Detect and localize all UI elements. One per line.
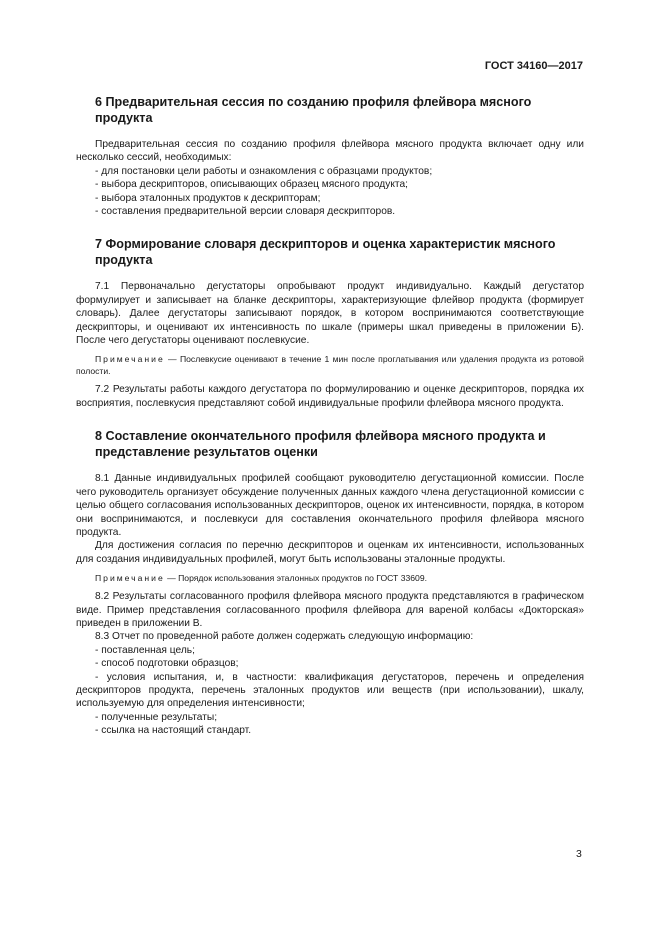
section-6-intro: Предварительная сессия по созданию профиля флейвора мясного продукта включает одну или несколько сессий, необходимых: bbox=[76, 139, 584, 164]
note-7 bbox=[76, 353, 584, 377]
note-label: Примечание bbox=[95, 573, 165, 584]
clause-8-2: 8.2 Результаты согласованного профиля флейвора мясного продукта представляются в графическом виде. Пример представления согласованного профиля флейвора для вареной колбасы «Докторская» приведен в приложении В. bbox=[76, 591, 584, 629]
clause-7-1: 7.1 Первоначально дегустаторы опробывают продукт индивидуально. Каждый дегустатор формулирует и записывает на бланке дескрипторы, характеризующие флейвор продукта (формирует словарь). Далее дегустаторы записывают порядок, в котором воспринимаются соответствующие дескрипторы, и оценивают их интенсивность по шкале (примеры шкал приведены в приложении Б). После чего дегустаторы оценивают послевкусие. bbox=[76, 281, 584, 347]
section-8-title: 8 Составление окончательного профиля флейвора мясного продукта и представление результатов оценки bbox=[95, 429, 546, 460]
note-label: Примечание bbox=[95, 354, 165, 365]
document-body bbox=[76, 94, 584, 738]
clause-8-1-cont: Для достижения согласия по перечню дескрипторов и оценкам их интенсивности, использованных для создания индивидуальных профилей, могут быть использованы эталонные продукты. bbox=[76, 540, 584, 565]
list-item: - составления предварительной версии словаря дескрипторов. bbox=[95, 206, 396, 218]
section-7-title: 7 Формирование словаря дескрипторов и оценка характеристик мясного продукта bbox=[95, 237, 556, 268]
note-text: — Порядок использования эталонных продуктов по ГОСТ 33609. bbox=[164, 573, 427, 584]
note-8 bbox=[76, 572, 584, 584]
list-item: - ссылка на настоящий стандарт. bbox=[95, 725, 252, 737]
list-item: - выбора дескрипторов, описывающих образец мясного продукта; bbox=[95, 179, 408, 191]
list-item: - способ подготовки образцов; bbox=[95, 658, 239, 670]
list-item: - выбора эталонных продуктов к дескрипторам; bbox=[95, 192, 321, 204]
list-item: - полученные результаты; bbox=[95, 711, 218, 723]
clause-7-2: 7.2 Результаты работы каждого дегустатора по формулированию и оценке дескрипторов, порядка их восприятия, послевкусия представляют собой индивидуальные профили флейвора мясного продукта. bbox=[76, 384, 584, 409]
note-text: — Послевкусие оценивают в течение 1 мин после проглатывания или удаления продукта из ротовой полости. bbox=[76, 354, 584, 377]
clause-8-3: 8.3 Отчет по проведенной работе должен содержать следующую информацию: bbox=[95, 631, 474, 643]
standard-number: ГОСТ 34160—2017 bbox=[484, 60, 583, 72]
list-item: - условия испытания, и, в частности: квалификация дегустаторов, перечень и определения дескрипторов продукта, перечень эталонных продуктов или веществ (при использовании), шкалу, используемую для определения интенсивности; bbox=[76, 671, 584, 710]
page-number: 3 bbox=[576, 848, 582, 860]
clause-8-1: 8.1 Данные индивидуальных профилей сообщают руководителю дегустационной комиссии. После чего руководитель организует обсуждение полученных данных каждого члена дегустационной комиссии с целью общего согласования использованных дескрипторов, оценок их интенсивности, порядка, в котором они воспринимаются, и послевкуси для составления окончательного профиля флейвора мясного продукта. bbox=[76, 473, 584, 538]
list-item: - для постановки цели работы и ознакомления с образцами продуктов; bbox=[95, 165, 433, 177]
list-item: - поставленная цель; bbox=[95, 644, 195, 656]
section-6-title: 6 Предварительная сессия по созданию профиля флейвора мясного продукта bbox=[95, 95, 532, 125]
